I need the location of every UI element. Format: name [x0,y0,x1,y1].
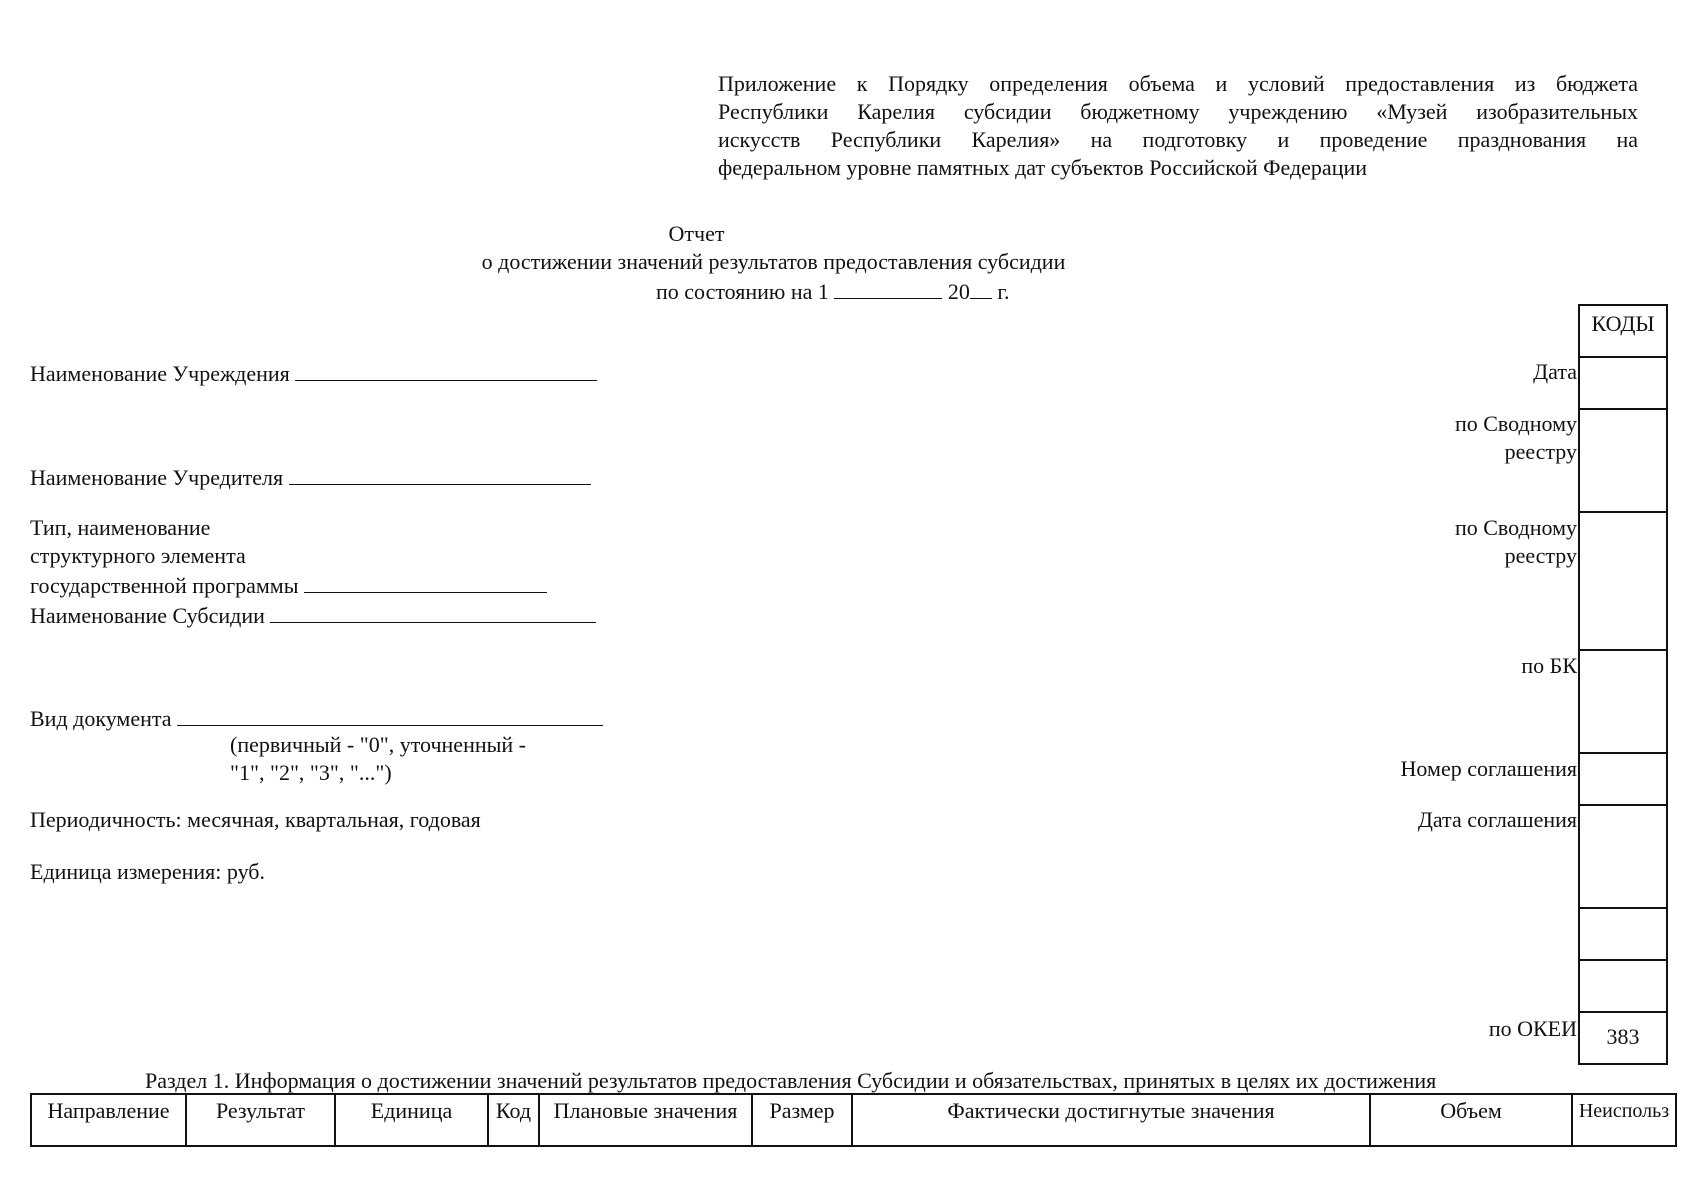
field-program-line1: Тип, наименование [30,515,211,540]
codes-cell-blank1[interactable] [1580,909,1666,961]
column-header: Размер [752,1094,852,1146]
field-subsidy-label: Наименование Субсидии [30,603,265,628]
field-doc-type-hint1: (первичный - "0", уточненный - [230,732,526,757]
field-institution-blank[interactable] [295,358,597,381]
appendix-line: искусств Республики Карелия» на подготовку и проведение празднования на [718,127,1638,152]
report-date-blank[interactable] [834,276,942,299]
codes-label-okei: по ОКЕИ [1488,1016,1577,1041]
codes-label-agreement-number: Номер соглашения [1400,756,1577,781]
field-program-line2: структурного элемента [30,543,246,568]
field-doc-type-label: Вид документа [30,706,172,731]
codes-cell-okei[interactable]: 383 [1580,1013,1666,1065]
field-doc-type [30,703,603,733]
field-program-label: государственной программы [30,573,299,598]
field-founder-blank[interactable] [289,462,591,485]
codes-label-registry1-line1: по Сводному [1454,411,1577,436]
appendix-note [718,70,1638,182]
column-header: Плановые значения [539,1094,752,1146]
column-header: Результат [186,1094,335,1146]
column-header: Код [488,1094,539,1146]
field-subsidy [30,600,596,630]
field-institution [30,358,597,388]
field-periodicity: Периодичность: месячная, квартальная, годовая [30,807,481,832]
report-date-suffix: г. [997,279,1010,304]
column-header: Фактически достигнутые значения [852,1094,1370,1146]
field-doc-type-hint2: "1", "2", "3", "...") [230,760,392,785]
report-date-prefix: по состоянию на 1 [656,279,829,304]
column-header: Направление [31,1094,186,1146]
field-founder-label: Наименование Учредителя [30,465,284,490]
field-subsidy-blank[interactable] [270,600,596,623]
report-subtitle: о достижении значений результатов предоставления субсидии [481,249,1066,274]
column-header: Объем [1370,1094,1572,1146]
codes-cell-registry1[interactable] [1580,410,1666,513]
section1-table [30,1093,1677,1147]
field-institution-label: Наименование Учреждения [30,361,290,386]
field-founder [30,462,591,492]
codes-label-bk: по БК [1521,653,1577,678]
codes-header: КОДЫ [1580,306,1666,358]
codes-cell-registry2[interactable] [1580,513,1666,651]
appendix-line: Приложение к Порядку определения объема и условий предоставления из бюджета [718,71,1638,96]
codes-label-registry2-line1: по Сводному [1454,515,1577,540]
report-date-line [656,276,1009,306]
codes-label-date: Дата [1533,359,1577,384]
report-year-prefix: 20 [947,279,970,304]
codes-label-registry2-line2: реестру [1504,543,1577,568]
appendix-line: федеральном уровне памятных дат субъектов Российской Федерации [718,155,1368,180]
section1-header-row [31,1094,1676,1146]
field-doc-type-blank[interactable] [177,703,603,726]
codes-cell-agreement-number[interactable] [1580,754,1666,806]
codes-cell-bk[interactable] [1580,651,1666,754]
appendix-line: Республики Карелия субсидии бюджетному учреждению «Музей изобразительных [718,99,1638,124]
column-header: Единица [335,1094,488,1146]
codes-box [1578,304,1668,1065]
codes-cell-blank2[interactable] [1580,961,1666,1013]
field-unit: Единица измерения: руб. [30,859,265,884]
report-year-blank[interactable] [970,276,992,299]
report-title: Отчет [668,221,725,246]
codes-label-agreement-date: Дата соглашения [1417,807,1577,832]
column-header: Неиспольз [1572,1094,1676,1146]
section1-title: Раздел 1. Информация о достижении значений результатов предоставления Субсидии и обязательствах, принятых в целях их достижения [145,1068,1437,1093]
codes-cell-agreement-date[interactable] [1580,806,1666,909]
codes-label-registry1-line2: реестру [1504,439,1577,464]
field-program [30,570,547,600]
codes-cell-date[interactable] [1580,358,1666,410]
field-program-blank[interactable] [304,570,547,593]
